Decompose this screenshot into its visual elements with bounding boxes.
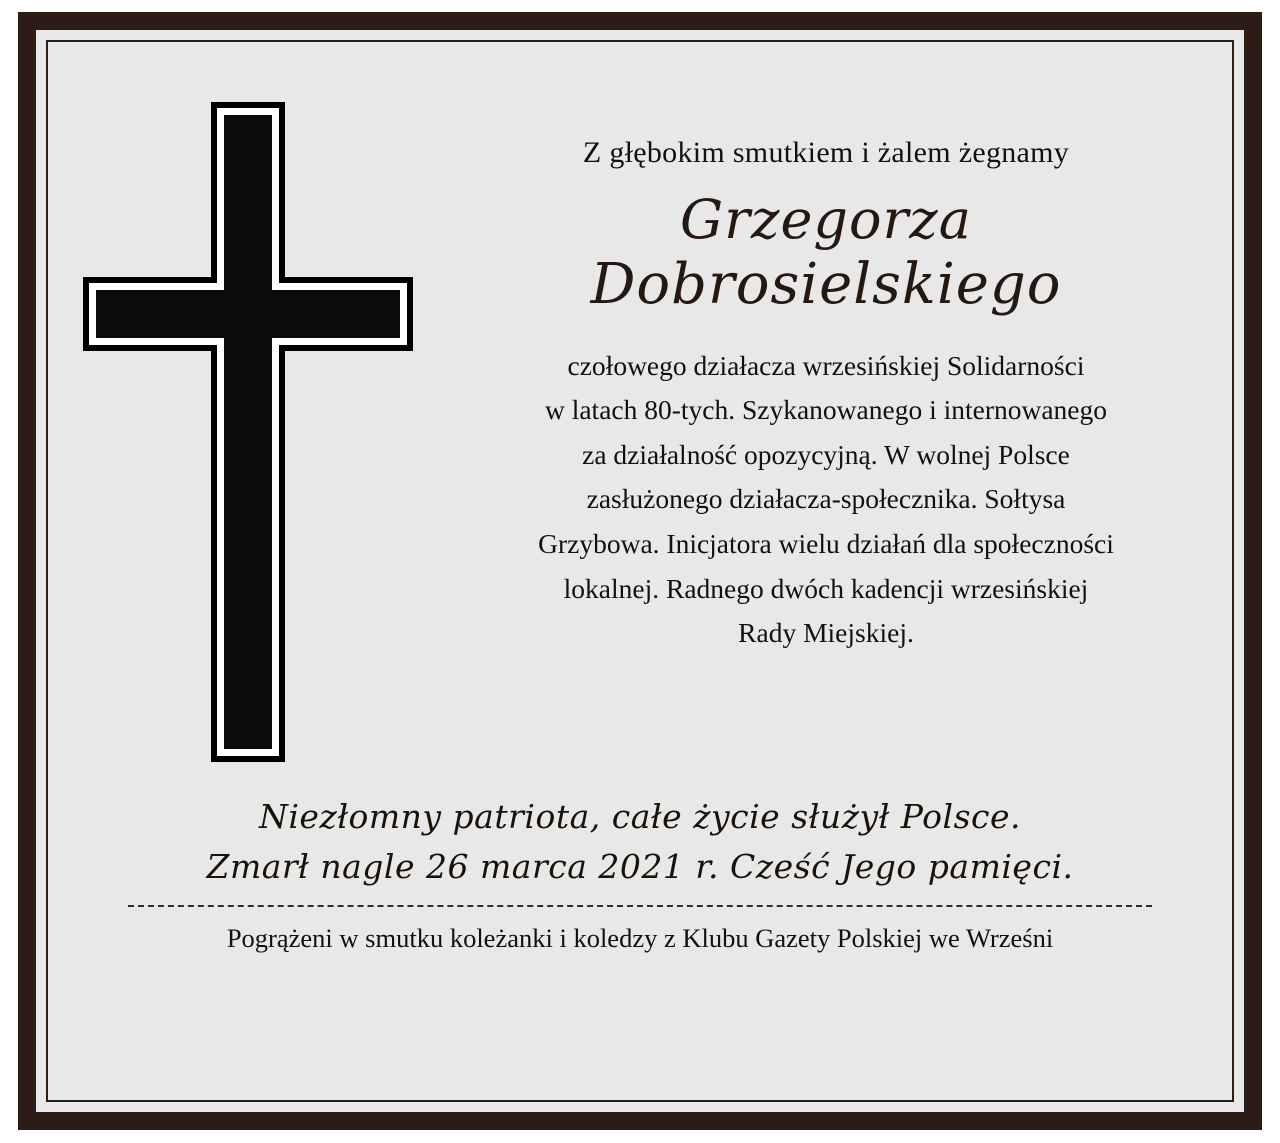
deceased-surname: Dobrosielskiego — [590, 251, 1062, 317]
biography-line: czołowego działacza wrzesińskiej Solidarności — [567, 349, 1085, 381]
notice-content — [48, 42, 1232, 1100]
biography-text — [454, 344, 1198, 656]
epitaph-line: Niezłomny patriota, całe życie służył Polsce. — [258, 797, 1022, 836]
signoff-text: Pogrążeni w smutku koleżanki i koledzy z Klubu Gazety Polskiej we Wrześni — [226, 923, 1054, 953]
biography-line: za działalność opozycyjną. W wolnej Polsce — [582, 438, 1070, 470]
biography-line: zasłużonego działacza-społecznika. Sołtysa — [586, 483, 1066, 515]
text-column — [448, 80, 1232, 656]
dashed-divider — [128, 905, 1152, 907]
inner-border — [46, 40, 1234, 1102]
lower-section — [48, 792, 1232, 960]
epitaph-text — [94, 792, 1186, 891]
intro-text: Z głębokim smutkiem i żalem żegnamy — [582, 136, 1070, 169]
cross-column — [48, 80, 448, 762]
latin-cross-icon — [83, 102, 413, 762]
upper-section — [48, 42, 1232, 762]
epitaph-line: Zmarł nagle 26 marca 2021 r. Cześć Jego pamięci. — [206, 846, 1074, 886]
biography-line: Grzybowa. Inicjatora wielu działań dla społeczności — [538, 527, 1114, 559]
obituary-notice — [18, 12, 1262, 1130]
biography-line: w latach 80-tych. Szykanowanego i internowanego — [544, 394, 1108, 426]
biography-line: lokalnej. Radnego dwóch kadencji wrzesińskiej — [563, 572, 1089, 604]
frame-gap — [36, 30, 1244, 1112]
cross-vertical-core — [224, 115, 272, 749]
deceased-given-name: Grzegorza — [680, 188, 972, 251]
deceased-name — [448, 188, 1204, 318]
cross-horizontal-core — [96, 290, 400, 338]
biography-line: Rady Miejskiej. — [738, 617, 914, 649]
